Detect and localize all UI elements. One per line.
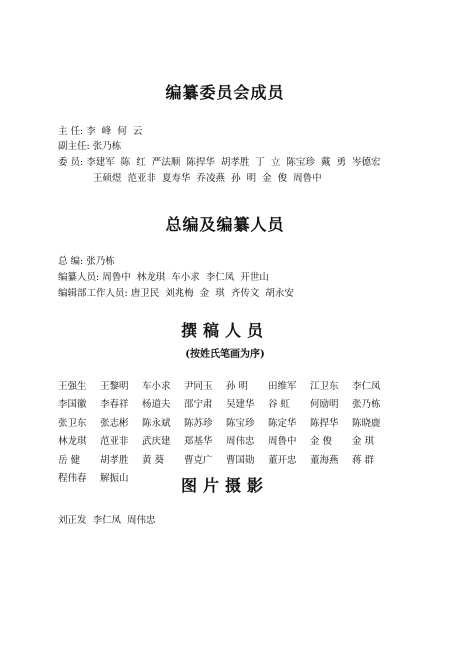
staff-value: 唐卫民 刘兆梅 金 琪 齐传文 胡永安 (130, 288, 294, 299)
writer-name: 王黎明 (100, 381, 129, 392)
chair-value: 李 峰 何 云 (86, 126, 143, 137)
writer-name: 董开忠 (268, 454, 297, 466)
writer-name: 周伟忠 (226, 436, 255, 448)
writer-name: 武庆建 (142, 436, 171, 448)
writer-name: 陈宝珍 (226, 417, 255, 429)
writer-name: 岳 健 (58, 454, 81, 466)
writer-name: 解振山 (100, 473, 129, 485)
writers-note: (按姓氏笔画为序) (185, 349, 265, 360)
writer-name: 杨道夫 (142, 399, 171, 411)
writer-name: 林龙琪 (58, 436, 87, 448)
writer-name: 李春祥 (100, 399, 129, 411)
writer-name: 谷 虹 (268, 399, 291, 411)
chair-label: 主 任: (58, 126, 84, 137)
writer-name: 陈苏珍 (184, 417, 213, 429)
writer-name: 程伟春 (58, 473, 87, 485)
photography-line (58, 515, 156, 527)
writer-name: 范亚非 (100, 436, 129, 448)
writer-name: 陈定华 (268, 417, 297, 429)
editors-title: 总编及编纂人员 (165, 215, 285, 234)
compilers-label: 编纂人员: (58, 272, 100, 283)
writer-name: 孙 明 (226, 381, 249, 392)
writer-name: 吴建华 (226, 399, 255, 411)
vice-chair-label: 副主任: (58, 141, 90, 152)
members-line-2 (93, 173, 322, 185)
members-value-1: 李建军 陈 红 严法顺 陈捍华 胡孝胜 丁 立 陈宝珍 戴 勇 岑德宏 (86, 157, 381, 168)
writer-name: 张卫东 (58, 417, 87, 429)
writer-name: 陈晓鹿 (352, 417, 381, 429)
writer-name: 蒋 群 (352, 454, 375, 466)
writer-name: 陈永斌 (142, 417, 171, 429)
writer-name: 车小求 (142, 381, 171, 392)
chief-editor-value: 张乃栋 (86, 256, 115, 267)
writer-name: 郑基华 (184, 436, 213, 448)
writer-name: 何励明 (310, 399, 339, 411)
writer-name: 金 俊 (310, 436, 333, 448)
writer-name: 尹同玉 (184, 381, 213, 392)
writer-name: 王强生 (58, 381, 87, 392)
chair-line (58, 126, 142, 138)
members-value-2: 王硕煜 范亚非 夏寿华 乔凌燕 孙 明 金 俊 周鲁中 (93, 173, 322, 184)
members-line-1 (58, 157, 380, 169)
writer-name: 黄 葵 (142, 454, 165, 466)
writer-name: 金 琪 (352, 436, 375, 448)
writers-title: 撰稿人员 (180, 321, 269, 340)
chief-editor-label: 总 编: (58, 256, 84, 267)
compilers-line (58, 272, 269, 284)
writer-name: 李国徽 (58, 399, 87, 411)
compilers-value: 周鲁中 林龙琪 车小求 李仁凤 开世山 (102, 272, 269, 283)
staff-line (58, 288, 294, 300)
writer-name: 胡孝胜 (100, 454, 129, 466)
committee-title: 编纂委员会成员 (165, 83, 285, 102)
writer-name: 董海燕 (310, 454, 339, 466)
writer-name: 邵宁肃 (184, 399, 213, 411)
writer-name: 李仁凤 (352, 381, 381, 392)
photography-title: 图片摄影 (180, 476, 269, 495)
writer-name: 田维军 (268, 381, 297, 392)
writer-name: 张志彬 (100, 417, 129, 429)
photography-names: 刘正发 李仁凤 周伟忠 (58, 515, 156, 526)
writer-name: 曹国勋 (226, 454, 255, 466)
writer-name: 曹克广 (184, 454, 213, 466)
chief-editor-line (58, 256, 115, 268)
writers-list (58, 378, 398, 488)
writer-name: 张乃栋 (352, 399, 381, 411)
members-label: 委 员: (58, 157, 84, 168)
vice-chair-value: 张乃栋 (92, 141, 122, 152)
staff-label: 编辑部工作人员: (58, 288, 128, 299)
vice-chair-line (58, 141, 121, 153)
writer-name: 江卫东 (310, 381, 339, 392)
writer-name: 陈捍华 (310, 417, 339, 429)
writer-name: 周鲁中 (268, 436, 297, 448)
